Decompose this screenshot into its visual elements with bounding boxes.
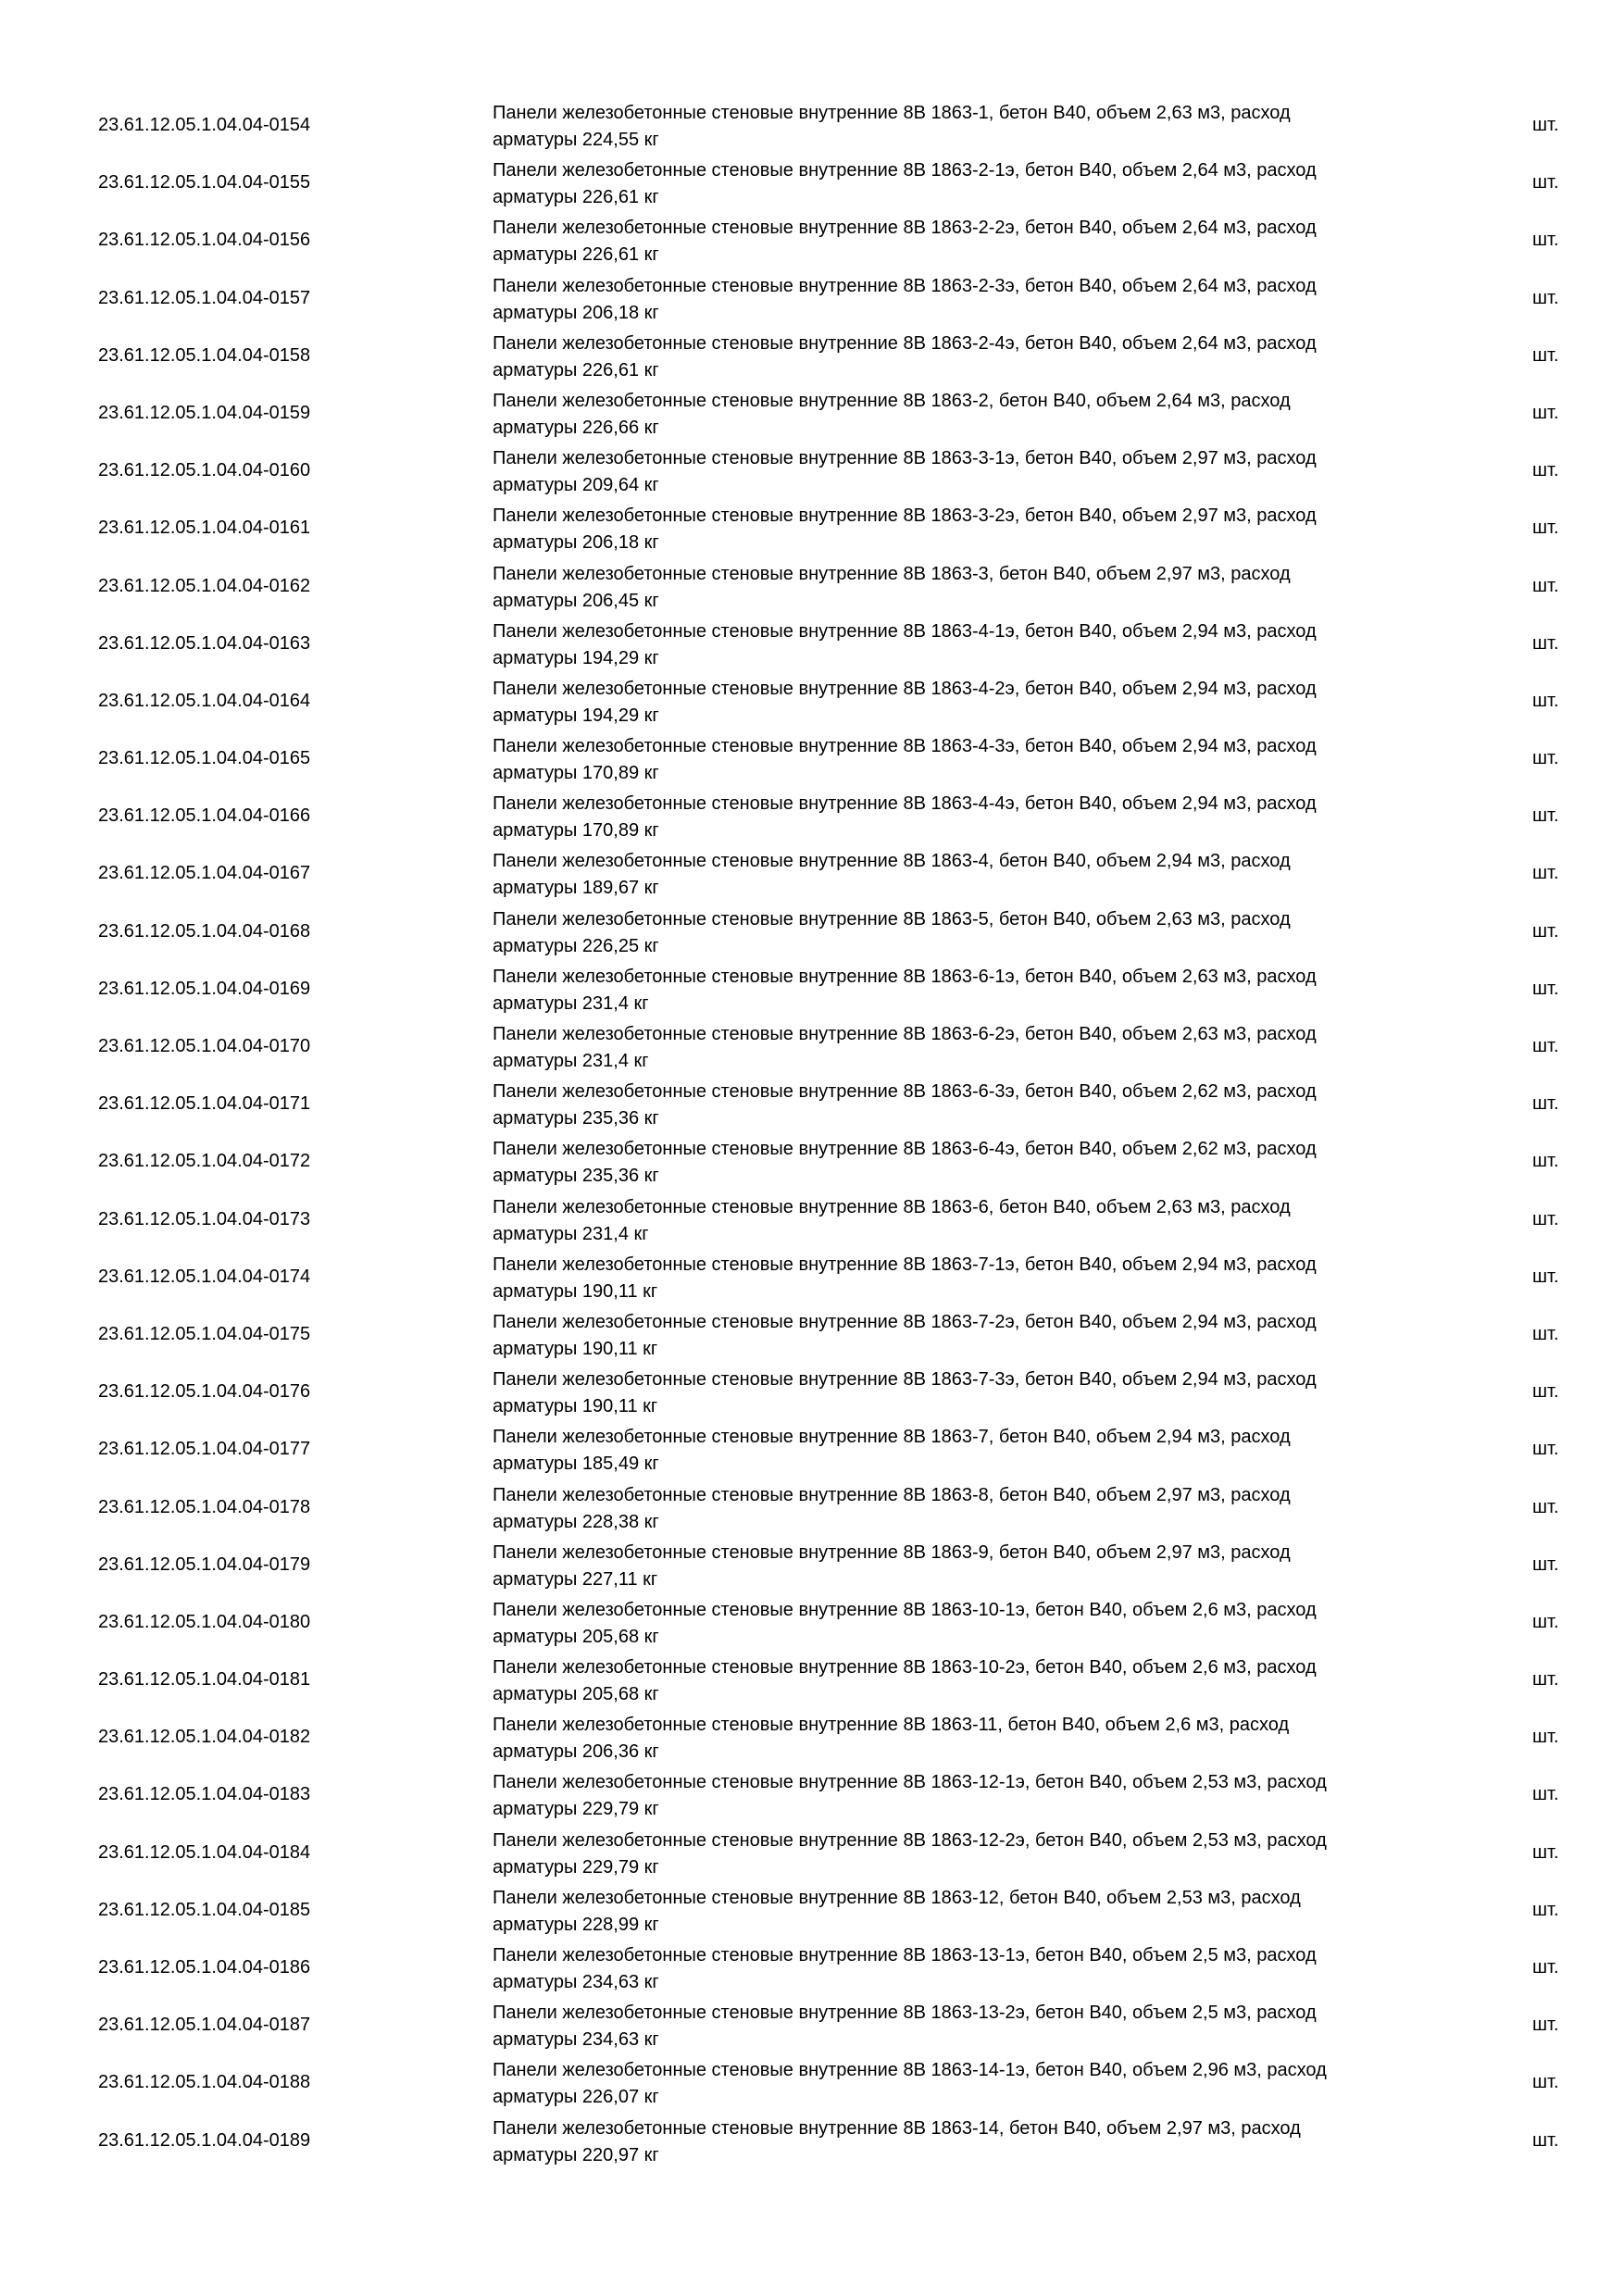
table-row bbox=[0, 2112, 1624, 2169]
resource-description bbox=[493, 906, 1418, 960]
unit-of-measure: шт. bbox=[1532, 1841, 1559, 1863]
table-row bbox=[0, 1017, 1624, 1075]
description-line: Панели железобетонные стеновые внутренние 8В 1863-13-2э, бетон В40, объем 2,5 м3, расход bbox=[493, 2003, 1317, 2024]
unit-of-measure: шт. bbox=[1532, 518, 1559, 539]
description-line: Панели железобетонные стеновые внутренние 8В 1863-7-3э, бетон В40, объем 2,94 м3, расход bbox=[493, 1369, 1317, 1391]
description-line: арматуры 235,36 кг bbox=[493, 1108, 659, 1129]
resource-code: 23.61.12.05.1.04.04-0160 bbox=[98, 460, 311, 481]
resource-description bbox=[493, 1942, 1418, 1996]
description-line: Панели железобетонные стеновые внутренние 8В 1863-1, бетон В40, объем 2,63 м3, расход bbox=[493, 103, 1291, 123]
table-row bbox=[0, 1996, 1624, 2053]
resource-code: 23.61.12.05.1.04.04-0180 bbox=[98, 1611, 311, 1632]
resource-code: 23.61.12.05.1.04.04-0154 bbox=[98, 115, 311, 135]
description-line: арматуры 229,79 кг bbox=[493, 1799, 659, 1820]
resource-code: 23.61.12.05.1.04.04-0185 bbox=[98, 1899, 311, 1920]
description-line: арматуры 205,68 кг bbox=[493, 1684, 659, 1705]
table-row bbox=[0, 1479, 1624, 1536]
description-line: Панели железобетонные стеновые внутренние 8В 1863-9, бетон В40, объем 2,97 м3, расход bbox=[493, 1541, 1291, 1563]
description-line: Панели железобетонные стеновые внутренние 8В 1863-4, бетон В40, объем 2,94 м3, расход bbox=[493, 851, 1291, 872]
unit-of-measure: шт. bbox=[1532, 1208, 1559, 1229]
resource-description bbox=[493, 1079, 1418, 1132]
description-line: Панели железобетонные стеновые внутренние 8В 1863-6-4э, бетон В40, объем 2,62 м3, расход bbox=[493, 1139, 1317, 1160]
resource-description bbox=[493, 1366, 1418, 1420]
resource-description bbox=[493, 1597, 1418, 1651]
table-row bbox=[0, 730, 1624, 787]
unit-of-measure: шт. bbox=[1532, 230, 1559, 251]
resource-description bbox=[493, 733, 1418, 787]
table-row bbox=[0, 269, 1624, 327]
unit-of-measure: шт. bbox=[1532, 172, 1559, 193]
resource-description bbox=[493, 676, 1418, 730]
unit-of-measure: шт. bbox=[1532, 1899, 1559, 1920]
table-row bbox=[0, 844, 1624, 902]
table-row bbox=[0, 1191, 1624, 1248]
resource-code: 23.61.12.05.1.04.04-0177 bbox=[98, 1439, 311, 1460]
description-line: арматуры 190,11 кг bbox=[493, 1280, 658, 1302]
description-line: арматуры 229,79 кг bbox=[493, 1856, 659, 1878]
unit-of-measure: шт. bbox=[1532, 1151, 1559, 1172]
unit-of-measure: шт. bbox=[1532, 920, 1559, 942]
description-line: арматуры 170,89 кг bbox=[493, 820, 659, 842]
description-line: Панели железобетонные стеновые внутренние 8В 1863-4-3э, бетон В40, объем 2,94 м3, расход bbox=[493, 736, 1317, 757]
description-line: Панели железобетонные стеновые внутренние 8В 1863-6, бетон В40, объем 2,63 м3, расход bbox=[493, 1196, 1291, 1217]
table-row bbox=[0, 615, 1624, 672]
unit-of-measure: шт. bbox=[1532, 1381, 1559, 1403]
description-line: Панели железобетонные стеновые внутренние 8В 1863-12-2э, бетон В40, объем 2,53 м3, расход bbox=[493, 1829, 1327, 1851]
resource-description bbox=[493, 331, 1418, 384]
resource-description bbox=[493, 1712, 1418, 1766]
description-line: Панели железобетонные стеновые внутренние 8В 1863-4-1э, бетон В40, объем 2,94 м3, расход bbox=[493, 620, 1317, 642]
description-line: арматуры 235,36 кг bbox=[493, 1166, 659, 1187]
description-line: арматуры 226,61 кг bbox=[493, 359, 659, 381]
unit-of-measure: шт. bbox=[1532, 1439, 1559, 1460]
unit-of-measure: шт. bbox=[1532, 1727, 1559, 1748]
description-line: арматуры 234,63 кг bbox=[493, 1972, 659, 1992]
resource-code: 23.61.12.05.1.04.04-0167 bbox=[98, 863, 311, 884]
table-row bbox=[0, 787, 1624, 844]
resource-description bbox=[493, 1540, 1418, 1593]
description-line: Панели железобетонные стеновые внутренние 8В 1863-3-1э, бетон В40, объем 2,97 м3, расход bbox=[493, 448, 1317, 469]
resource-description bbox=[493, 157, 1418, 211]
resource-code: 23.61.12.05.1.04.04-0175 bbox=[98, 1323, 311, 1344]
table-row bbox=[0, 1593, 1624, 1651]
table-row bbox=[0, 1363, 1624, 1420]
resource-code: 23.61.12.05.1.04.04-0161 bbox=[98, 518, 311, 539]
description-line: арматуры 206,36 кг bbox=[493, 1741, 659, 1763]
resource-code: 23.61.12.05.1.04.04-0188 bbox=[98, 2072, 311, 2093]
table-row bbox=[0, 1708, 1624, 1766]
resource-description bbox=[493, 1654, 1418, 1708]
resource-code: 23.61.12.05.1.04.04-0189 bbox=[98, 2129, 311, 2151]
description-line: Панели железобетонные стеновые внутренние 8В 1863-12-1э, бетон В40, объем 2,53 м3, расход bbox=[493, 1772, 1327, 1793]
unit-of-measure: шт. bbox=[1532, 690, 1559, 711]
table-row bbox=[0, 499, 1624, 556]
table-row bbox=[0, 1305, 1624, 1363]
description-line: Панели железобетонные стеновые внутренние 8В 1863-2-2э, бетон В40, объем 2,64 м3, расход bbox=[493, 218, 1317, 239]
resource-code: 23.61.12.05.1.04.04-0174 bbox=[98, 1266, 311, 1287]
resource-code: 23.61.12.05.1.04.04-0186 bbox=[98, 1957, 311, 1978]
description-line: арматуры 224,55 кг bbox=[493, 130, 659, 150]
unit-of-measure: шт. bbox=[1532, 863, 1559, 884]
table-row bbox=[0, 1939, 1624, 1996]
description-line: Панели железобетонные стеновые внутренние 8В 1863-7, бетон В40, объем 2,94 м3, расход bbox=[493, 1427, 1291, 1448]
resource-description bbox=[493, 1194, 1418, 1248]
resource-code: 23.61.12.05.1.04.04-0183 bbox=[98, 1784, 311, 1805]
description-line: Панели железобетонные стеновые внутренние 8В 1863-13-1э, бетон В40, объем 2,5 м3, расход bbox=[493, 1945, 1317, 1965]
description-line: арматуры 231,4 кг bbox=[493, 992, 649, 1014]
description-line: Панели железобетонные стеновые внутренние 8В 1863-6-2э, бетон В40, объем 2,63 м3, расход bbox=[493, 1024, 1317, 1044]
table-row bbox=[0, 442, 1624, 499]
description-line: арматуры 231,4 кг bbox=[493, 1223, 649, 1244]
unit-of-measure: шт. bbox=[1532, 1669, 1559, 1691]
unit-of-measure: шт. bbox=[1532, 344, 1559, 366]
resource-description bbox=[493, 388, 1418, 442]
table-row bbox=[0, 672, 1624, 730]
resource-description bbox=[493, 561, 1418, 615]
table-row bbox=[0, 327, 1624, 384]
unit-of-measure: шт. bbox=[1532, 1611, 1559, 1632]
resource-code: 23.61.12.05.1.04.04-0156 bbox=[98, 230, 311, 251]
table-row bbox=[0, 211, 1624, 268]
resource-code: 23.61.12.05.1.04.04-0187 bbox=[98, 2015, 311, 2036]
resource-description bbox=[493, 1885, 1418, 1939]
table-row bbox=[0, 1132, 1624, 1190]
unit-of-measure: шт. bbox=[1532, 1784, 1559, 1805]
description-line: Панели железобетонные стеновые внутренние 8В 1863-2, бетон В40, объем 2,64 м3, расход bbox=[493, 390, 1291, 411]
unit-of-measure: шт. bbox=[1532, 1957, 1559, 1978]
table-row bbox=[0, 1824, 1624, 1881]
resource-description bbox=[493, 1252, 1418, 1305]
unit-of-measure: шт. bbox=[1532, 748, 1559, 769]
unit-of-measure: шт. bbox=[1532, 805, 1559, 827]
description-line: Панели железобетонные стеновые внутренние 8В 1863-10-1э, бетон В40, объем 2,6 м3, расход bbox=[493, 1599, 1317, 1620]
description-line: Панели железобетонные стеновые внутренние 8В 1863-14, бетон В40, объем 2,97 м3, расход bbox=[493, 2117, 1301, 2139]
description-line: Панели железобетонные стеновые внутренние 8В 1863-8, бетон В40, объем 2,97 м3, расход bbox=[493, 1484, 1291, 1505]
description-line: Панели железобетонные стеновые внутренние 8В 1863-2-4э, бетон В40, объем 2,64 м3, расход bbox=[493, 332, 1317, 354]
table-row bbox=[0, 1766, 1624, 1823]
description-line: арматуры 231,4 кг bbox=[493, 1051, 649, 1071]
resource-table bbox=[0, 96, 1624, 2169]
resource-code: 23.61.12.05.1.04.04-0155 bbox=[98, 172, 311, 193]
resource-description bbox=[493, 618, 1418, 672]
table-row bbox=[0, 557, 1624, 615]
resource-code: 23.61.12.05.1.04.04-0172 bbox=[98, 1151, 311, 1172]
description-line: арматуры 190,11 кг bbox=[493, 1338, 658, 1359]
table-row bbox=[0, 1651, 1624, 1708]
resource-code: 23.61.12.05.1.04.04-0157 bbox=[98, 287, 311, 308]
resource-description bbox=[493, 1424, 1418, 1478]
unit-of-measure: шт. bbox=[1532, 1554, 1559, 1575]
resource-code: 23.61.12.05.1.04.04-0173 bbox=[98, 1208, 311, 1229]
description-line: Панели железобетонные стеновые внутренние 8В 1863-3-2э, бетон В40, объем 2,97 м3, расход bbox=[493, 505, 1317, 527]
unit-of-measure: шт. bbox=[1532, 1323, 1559, 1344]
resource-code: 23.61.12.05.1.04.04-0179 bbox=[98, 1554, 311, 1575]
unit-of-measure: шт. bbox=[1532, 1496, 1559, 1517]
resource-code: 23.61.12.05.1.04.04-0170 bbox=[98, 1036, 311, 1056]
description-line: арматуры 220,97 кг bbox=[493, 2144, 659, 2165]
description-line: арматуры 234,63 кг bbox=[493, 2029, 659, 2051]
description-line: Панели железобетонные стеновые внутренние 8В 1863-3, бетон В40, объем 2,97 м3, расход bbox=[493, 563, 1291, 584]
description-line: Панели железобетонные стеновые внутренние 8В 1863-12, бетон В40, объем 2,53 м3, расход bbox=[493, 1887, 1301, 1908]
unit-of-measure: шт. bbox=[1532, 287, 1559, 308]
description-line: арматуры 226,61 кг bbox=[493, 187, 659, 208]
description-line: Панели железобетонные стеновые внутренние 8В 1863-5, бетон В40, объем 2,63 м3, расход bbox=[493, 908, 1291, 930]
resource-description bbox=[493, 445, 1418, 499]
resource-code: 23.61.12.05.1.04.04-0163 bbox=[98, 632, 311, 654]
description-line: арматуры 228,38 кг bbox=[493, 1511, 659, 1532]
resource-description bbox=[493, 503, 1418, 556]
description-line: Панели железобетонные стеновые внутренние 8В 1863-6-3э, бетон В40, объем 2,62 м3, расход bbox=[493, 1081, 1317, 1103]
description-line: арматуры 194,29 кг bbox=[493, 647, 659, 668]
resource-description bbox=[493, 791, 1418, 844]
resource-code: 23.61.12.05.1.04.04-0176 bbox=[98, 1381, 311, 1403]
resource-description bbox=[493, 1769, 1418, 1823]
description-line: арматуры 209,64 кг bbox=[493, 475, 659, 496]
resource-description bbox=[493, 273, 1418, 327]
unit-of-measure: шт. bbox=[1532, 575, 1559, 596]
resource-code: 23.61.12.05.1.04.04-0168 bbox=[98, 920, 311, 942]
resource-code: 23.61.12.05.1.04.04-0159 bbox=[98, 402, 311, 423]
resource-description bbox=[493, 848, 1418, 902]
table-row bbox=[0, 1248, 1624, 1305]
description-line: арматуры 189,67 кг bbox=[493, 878, 659, 899]
description-line: арматуры 190,11 кг bbox=[493, 1396, 658, 1417]
resource-code: 23.61.12.05.1.04.04-0181 bbox=[98, 1669, 311, 1691]
description-line: арматуры 228,99 кг bbox=[493, 1914, 659, 1935]
unit-of-measure: шт. bbox=[1532, 460, 1559, 481]
unit-of-measure: шт. bbox=[1532, 1266, 1559, 1287]
resource-code: 23.61.12.05.1.04.04-0178 bbox=[98, 1496, 311, 1517]
resource-code: 23.61.12.05.1.04.04-0164 bbox=[98, 690, 311, 711]
unit-of-measure: шт. bbox=[1532, 1093, 1559, 1115]
unit-of-measure: шт. bbox=[1532, 2072, 1559, 2093]
unit-of-measure: шт. bbox=[1532, 978, 1559, 999]
description-line: арматуры 226,07 кг bbox=[493, 2087, 659, 2108]
description-line: Панели железобетонные стеновые внутренние 8В 1863-4-2э, бетон В40, объем 2,94 м3, расход bbox=[493, 678, 1317, 699]
description-line: Панели железобетонные стеновые внутренние 8В 1863-7-2э, бетон В40, объем 2,94 м3, расход bbox=[493, 1311, 1317, 1332]
resource-description bbox=[493, 100, 1418, 154]
resource-description bbox=[493, 1021, 1418, 1075]
unit-of-measure: шт. bbox=[1532, 2015, 1559, 2036]
description-line: Панели железобетонные стеновые внутренние 8В 1863-4-4э, бетон В40, объем 2,94 м3, расход bbox=[493, 793, 1317, 815]
table-row bbox=[0, 1881, 1624, 1939]
description-line: арматуры 206,18 кг bbox=[493, 302, 659, 323]
table-row bbox=[0, 2053, 1624, 2111]
description-line: арматуры 206,45 кг bbox=[493, 590, 659, 611]
description-line: арматуры 226,61 кг bbox=[493, 244, 659, 266]
resource-description bbox=[493, 1309, 1418, 1363]
resource-code: 23.61.12.05.1.04.04-0166 bbox=[98, 805, 311, 827]
resource-code: 23.61.12.05.1.04.04-0165 bbox=[98, 748, 311, 769]
unit-of-measure: шт. bbox=[1532, 115, 1559, 135]
resource-code: 23.61.12.05.1.04.04-0158 bbox=[98, 344, 311, 366]
unit-of-measure: шт. bbox=[1532, 402, 1559, 423]
table-row bbox=[0, 903, 1624, 960]
description-line: арматуры 206,18 кг bbox=[493, 532, 659, 554]
description-line: Панели железобетонные стеновые внутренние 8В 1863-2-3э, бетон В40, объем 2,64 м3, расход bbox=[493, 275, 1317, 296]
description-line: арматуры 194,29 кг bbox=[493, 705, 659, 726]
description-line: арматуры 226,66 кг bbox=[493, 417, 659, 438]
description-line: Панели железобетонные стеновые внутренние 8В 1863-7-1э, бетон В40, объем 2,94 м3, расход bbox=[493, 1254, 1317, 1275]
description-line: Панели железобетонные стеновые внутренние 8В 1863-10-2э, бетон В40, объем 2,6 м3, расход bbox=[493, 1657, 1317, 1678]
resource-description bbox=[493, 1136, 1418, 1190]
resource-code: 23.61.12.05.1.04.04-0182 bbox=[98, 1727, 311, 1748]
resource-code: 23.61.12.05.1.04.04-0184 bbox=[98, 1841, 311, 1863]
description-line: Панели железобетонные стеновые внутренние 8В 1863-6-1э, бетон В40, объем 2,63 м3, расход bbox=[493, 966, 1317, 987]
unit-of-measure: шт. bbox=[1532, 1036, 1559, 1056]
description-line: Панели железобетонные стеновые внутренние 8В 1863-14-1э, бетон В40, объем 2,96 м3, расход bbox=[493, 2060, 1327, 2081]
table-row bbox=[0, 154, 1624, 211]
resource-description bbox=[493, 2057, 1418, 2111]
description-line: арматуры 227,11 кг bbox=[493, 1568, 658, 1590]
table-row bbox=[0, 384, 1624, 442]
table-row bbox=[0, 96, 1624, 154]
description-line: арматуры 185,49 кг bbox=[493, 1454, 659, 1475]
description-line: арматуры 170,89 кг bbox=[493, 763, 659, 784]
resource-code: 23.61.12.05.1.04.04-0162 bbox=[98, 575, 311, 596]
description-line: арматуры 205,68 кг bbox=[493, 1626, 659, 1647]
description-line: Панели железобетонные стеновые внутренние 8В 1863-2-1э, бетон В40, объем 2,64 м3, расход bbox=[493, 160, 1317, 181]
unit-of-measure: шт. bbox=[1532, 632, 1559, 654]
resource-description bbox=[493, 1828, 1418, 1881]
resource-description bbox=[493, 2115, 1418, 2169]
table-row bbox=[0, 1536, 1624, 1593]
resource-code: 23.61.12.05.1.04.04-0171 bbox=[98, 1093, 311, 1115]
unit-of-measure: шт. bbox=[1532, 2129, 1559, 2151]
resource-description bbox=[493, 964, 1418, 1017]
resource-code: 23.61.12.05.1.04.04-0169 bbox=[98, 978, 311, 999]
resource-description bbox=[493, 2000, 1418, 2053]
table-row bbox=[0, 960, 1624, 1017]
description-line: арматуры 226,25 кг bbox=[493, 935, 659, 956]
description-line: Панели железобетонные стеновые внутренние 8В 1863-11, бетон В40, объем 2,6 м3, расход bbox=[493, 1715, 1290, 1736]
resource-description bbox=[493, 1482, 1418, 1536]
table-row bbox=[0, 1075, 1624, 1132]
table-row bbox=[0, 1420, 1624, 1478]
resource-description bbox=[493, 215, 1418, 268]
